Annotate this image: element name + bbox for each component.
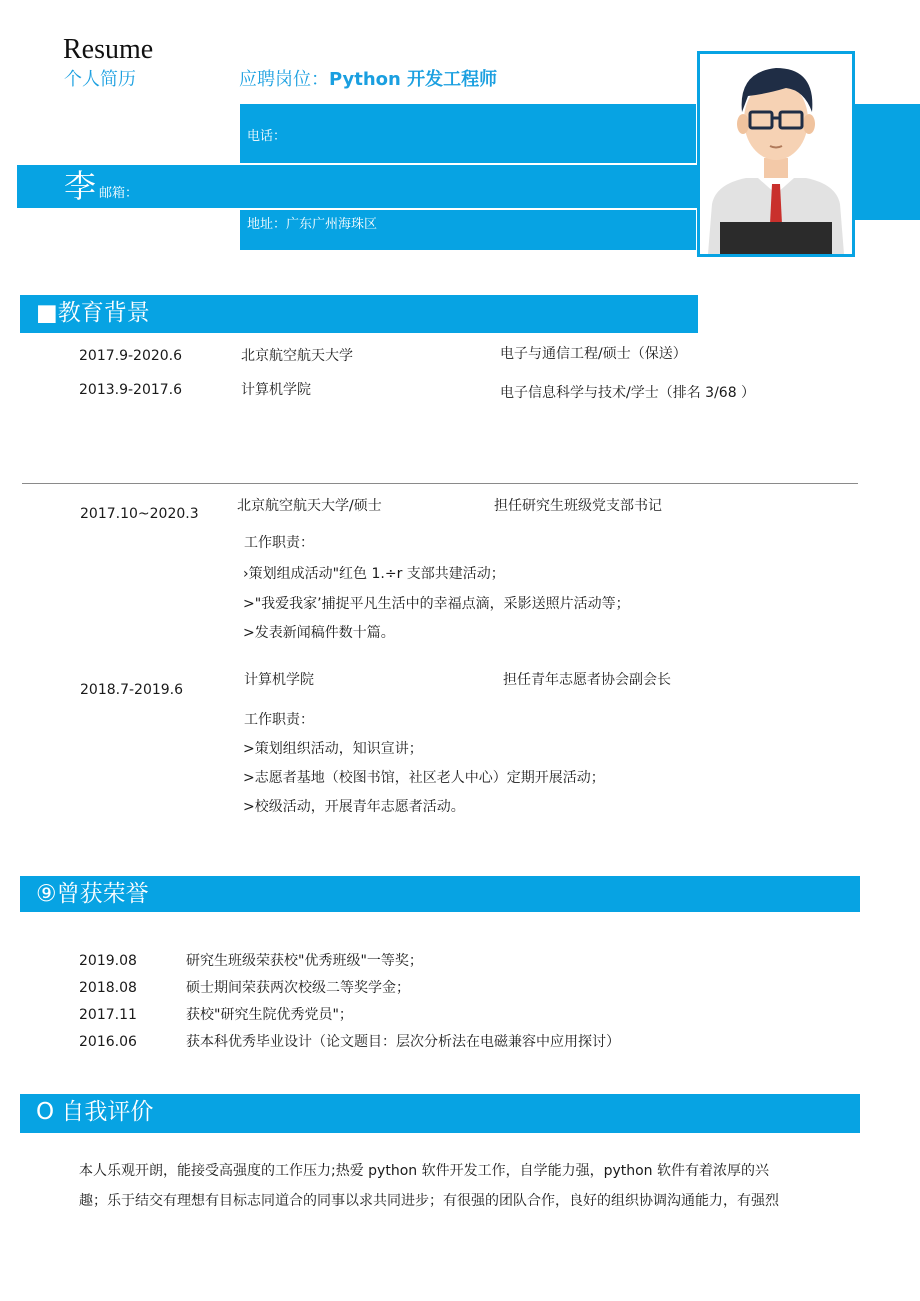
education-school: 计算机学院 (241, 382, 311, 398)
side-accent-band (852, 104, 920, 220)
band-divider (240, 208, 696, 209)
duty-label: 工作职责： (244, 535, 314, 551)
duty-item: >志愿者基地（校图书馆，社区老人中心）定期开展活动； (243, 770, 605, 786)
resume-title-cn: 个人简历 (64, 69, 136, 90)
job-target (239, 69, 497, 91)
phone-label: 电话： (247, 129, 287, 144)
duty-item: >"我爱我家’捕捉平凡生活中的幸福点滴，采影送照片活动等； (243, 596, 630, 612)
job-label: 应聘岗位： (239, 69, 329, 90)
honor-text: 获本科优秀毕业设计（论文题目：层次分析法在电磁兼容中应用探讨） (186, 1034, 620, 1050)
education-major: 电子与通信工程/硕士（保送） (500, 346, 687, 362)
section-self-eval-header: O 自我评价 (20, 1094, 860, 1133)
honor-date: 2017.11 (79, 1007, 137, 1023)
honor-date: 2018.08 (79, 980, 137, 996)
self-eval-line: 本人乐观开朗，能接受高强度的工作压力;热爱 python 软件开发工作，自学能力强，python 软件有着浓厚的兴 (79, 1163, 770, 1179)
candidate-name: 李 (64, 167, 97, 205)
duty-item: >校级活动，开展青年志愿者活动。 (243, 799, 465, 815)
duty-item: >策划组织活动，知识宣讲； (243, 741, 423, 757)
experience-role: 担任青年志愿者协会副会长 (503, 672, 671, 688)
honor-text: 获校"研究生院优秀党员"； (186, 1007, 353, 1023)
job-value: Python 开发工程师 (329, 69, 498, 90)
email-label: 邮箱： (99, 186, 139, 201)
contact-band-phone (240, 104, 696, 164)
profile-photo (697, 51, 855, 257)
education-date: 2013.9-2017.6 (79, 382, 183, 398)
person-avatar-icon (700, 54, 852, 254)
section-education-header: ■教育背景 (20, 295, 698, 333)
honor-text: 研究生班级荣获校"优秀班级"一等奖； (186, 953, 423, 969)
education-date: 2017.9-2020.6 (79, 348, 183, 364)
duty-label: 工作职责： (244, 712, 314, 728)
self-eval-line: 趣；乐于结交有理想有目标志同道合的同事以求共同进步；有很强的团队合作，良好的组织协调沟通能力，有强烈 (79, 1193, 779, 1209)
experience-org: 计算机学院 (244, 672, 314, 688)
resume-title-en: Resume (63, 34, 154, 65)
experience-date: 2018.7-2019.6 (80, 682, 184, 698)
address-text: 地址：广东广州海珠区 (247, 217, 378, 232)
education-major: 电子信息科学与技术/学士（排名 3/68 ） (500, 385, 756, 401)
honor-date: 2019.08 (79, 953, 137, 969)
duty-item: ›策划组成活动"红色 1.÷r 支部共建活动； (243, 566, 505, 582)
experience-role: 担任研究生班级党支部书记 (494, 498, 662, 514)
duty-item: >发表新闻稿件数十篇。 (243, 625, 395, 641)
experience-date: 2017.10~2020.3 (80, 506, 199, 522)
band-divider (240, 163, 696, 164)
experience-org: 北京航空航天大学/硕士 (237, 498, 382, 514)
section-divider (22, 483, 858, 484)
honor-text: 硕士期间荣获两次校级二等奖学金； (186, 980, 410, 996)
section-honors-header: ⑨曾获荣誉 (20, 876, 860, 912)
honor-date: 2016.06 (79, 1034, 137, 1050)
education-school: 北京航空航天大学 (241, 348, 353, 364)
